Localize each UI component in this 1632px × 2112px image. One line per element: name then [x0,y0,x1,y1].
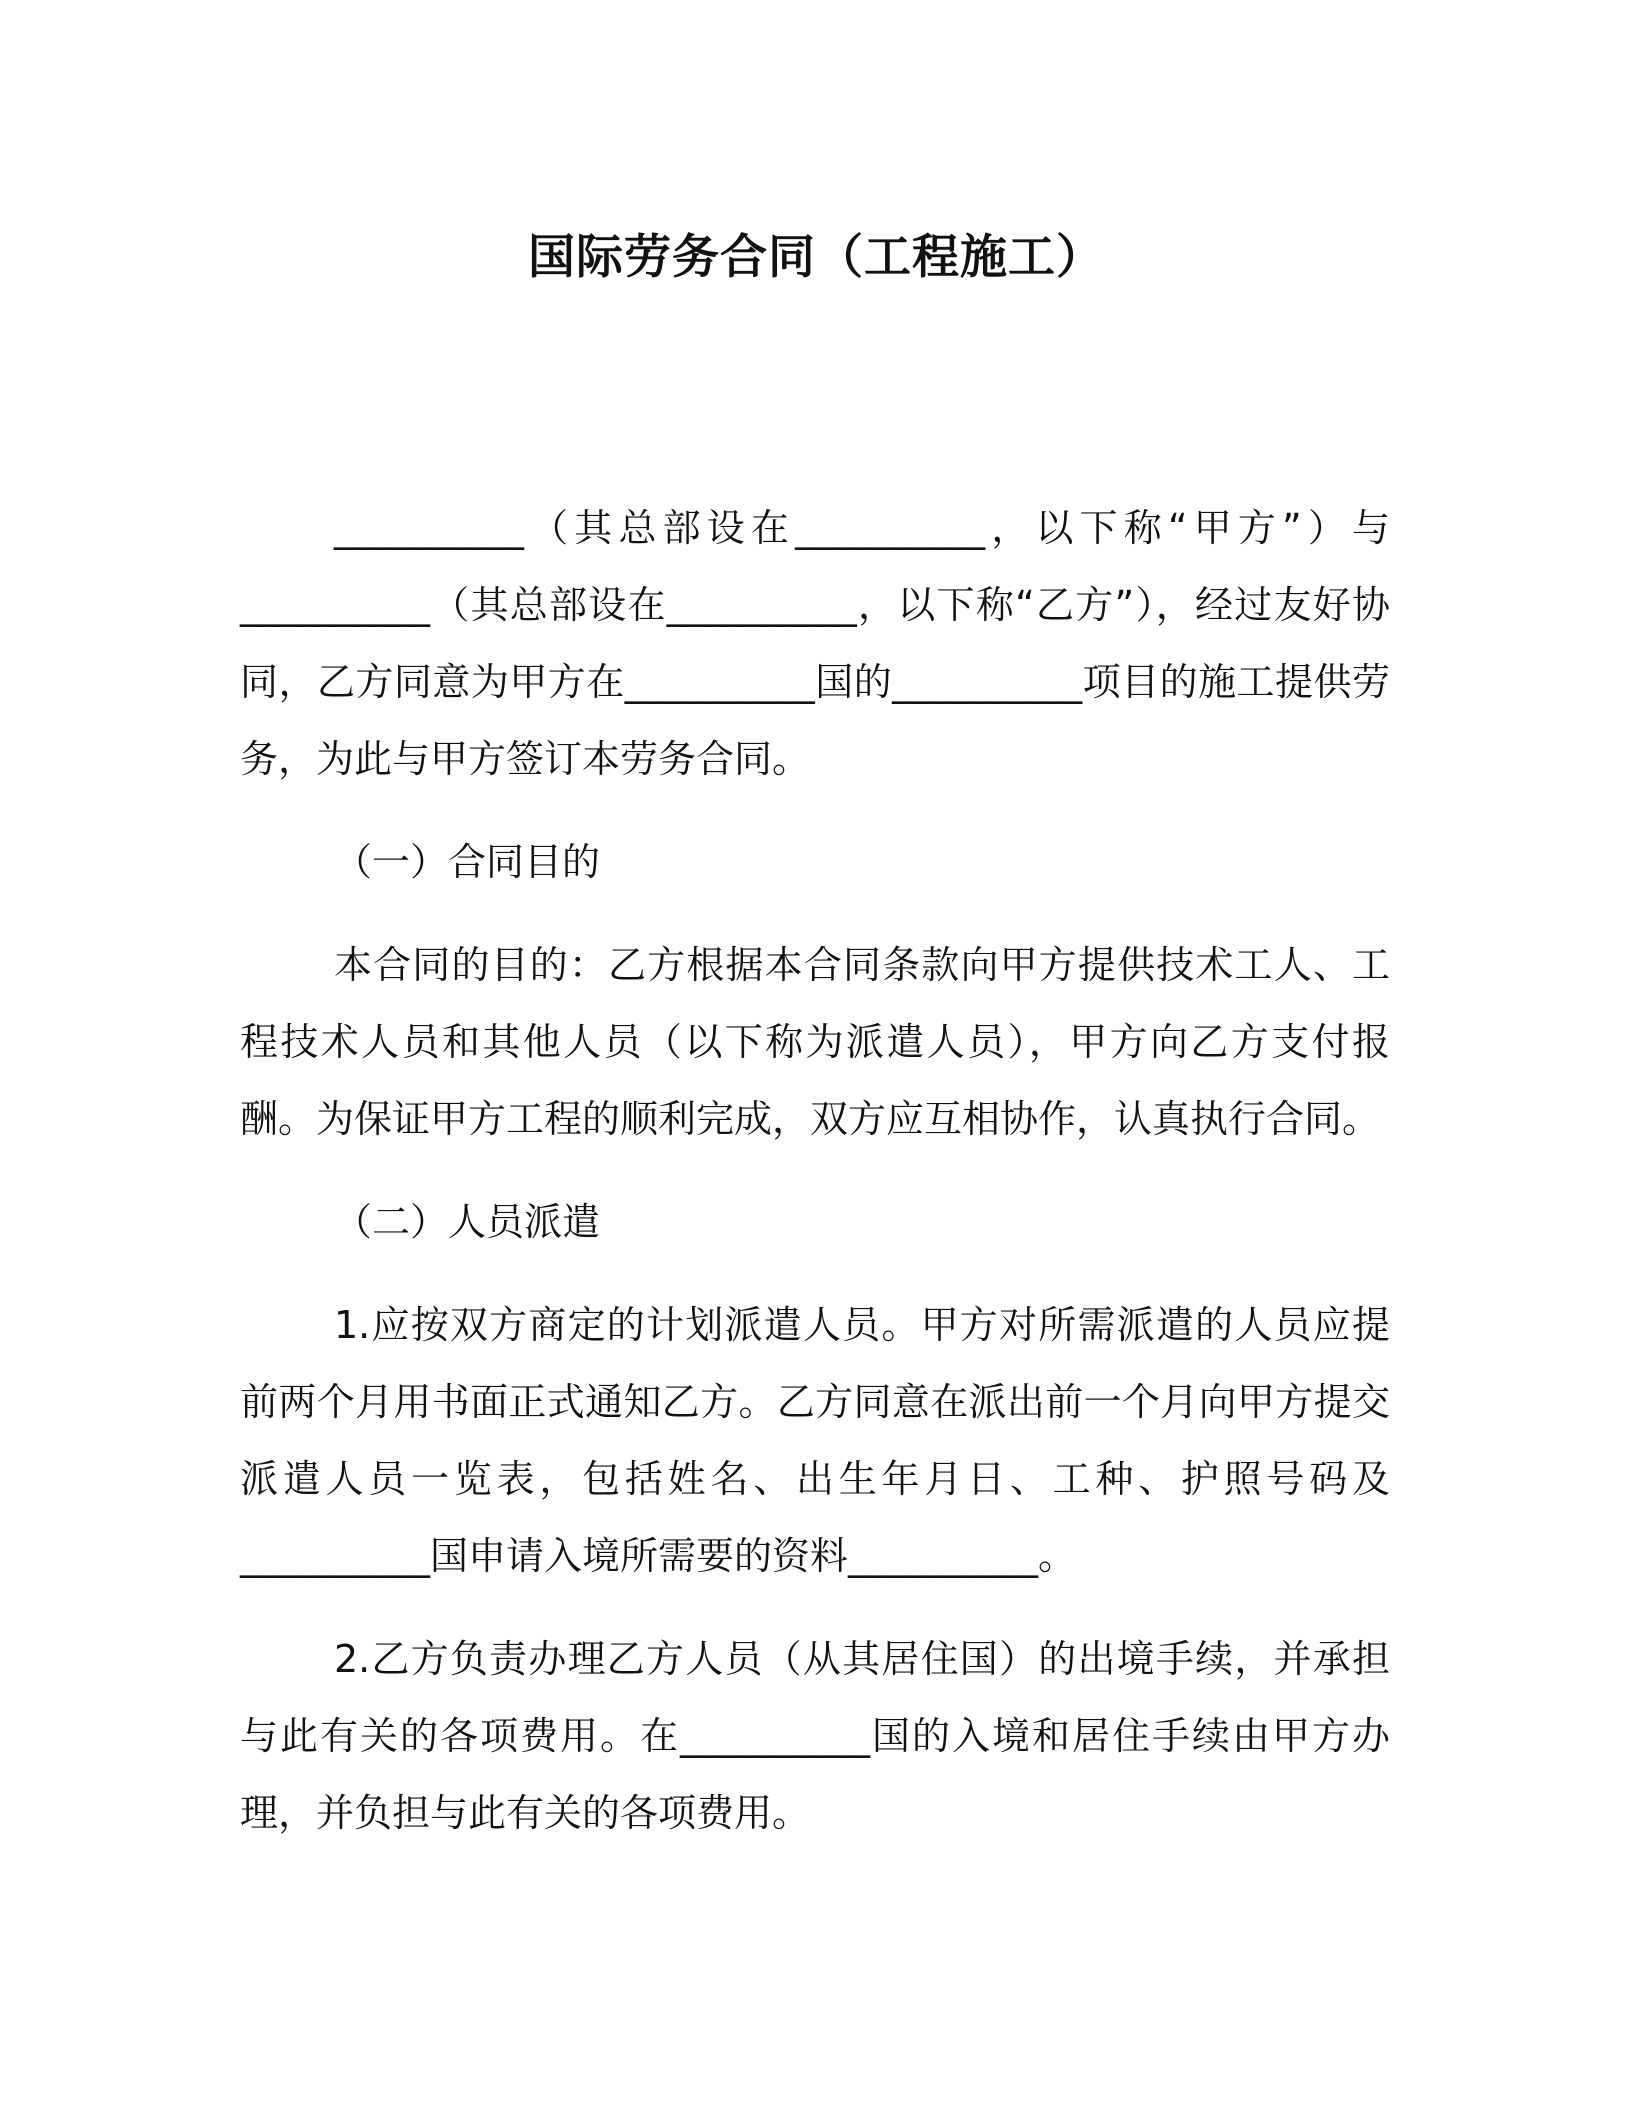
dispatch-item-2: 2.乙方负责办理乙方人员（从其居住国）的出境手续，并承担与此有关的各项费用。在__________国的入境和居住手续由甲方办理，并负担与此有关的各项费用。 [240,1637,1390,1835]
document-title: 国际劳务合同（工程施工） [528,230,1104,285]
dispatch-item-1: 1.应按双方商定的计划派遣人员。甲方对所需派遣的人员应提前两个月用书面正式通知乙方。乙方同意在派出前一个月向甲方提交派遣人员一览表，包括姓名、出生年月日、工种、护照号码及__________国申请入境所需要的资料__________。 [240,1303,1390,1578]
purpose-paragraph: 本合同的目的：乙方根据本合同条款向甲方提供技术工人、工程技术人员和其他人员（以下称为派遣人员），甲方向乙方支付报酬。为保证甲方工程的顺利完成，双方应互相协作，认真执行合同。 [240,943,1390,1141]
section-heading-dispatch: （二）人员派遣 [334,1200,601,1244]
preamble-paragraph: __________（其总部设在__________，以下称“甲方”）与__________（其总部设在__________，以下称“乙方”），经过友好协同，乙方同意为甲方在__________国的__________项目的施工提供劳务，为此与甲方签订本劳务合同。 [240,506,1391,781]
document-body [240,490,1390,1878]
section-heading-purpose: （一）合同目的 [334,840,601,884]
